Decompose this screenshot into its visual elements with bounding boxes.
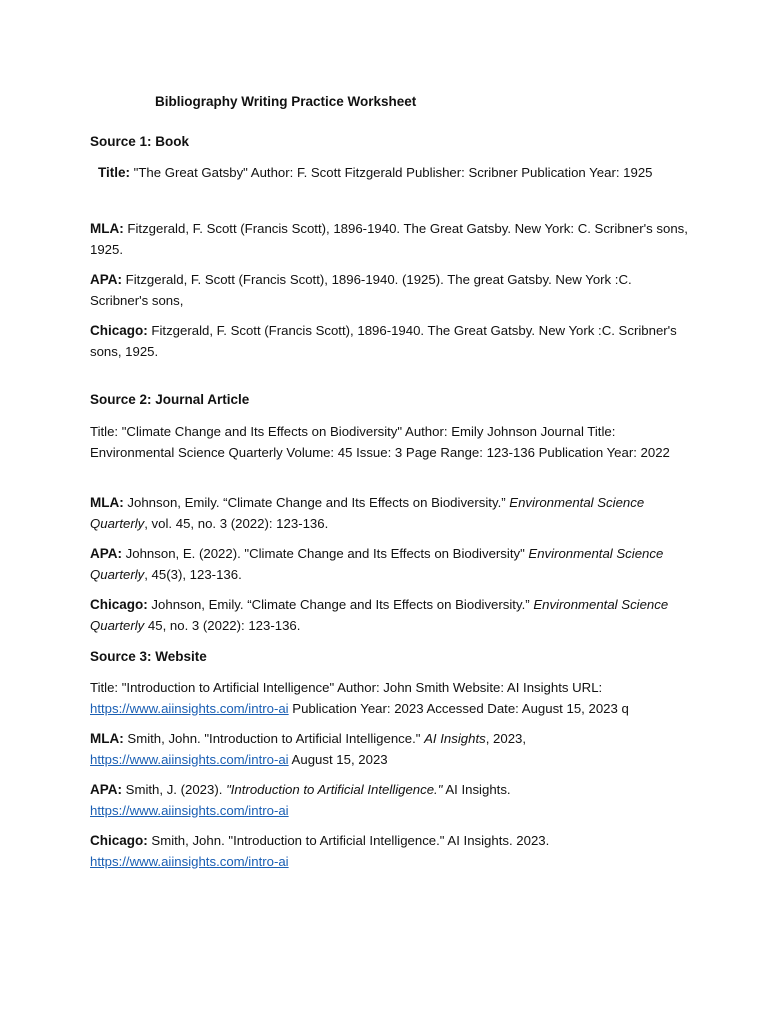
source2-heading: Source 2: Journal Article — [90, 392, 250, 407]
source2-apa — [90, 544, 690, 585]
source3-chicago — [90, 831, 690, 872]
source3-chicago-url-link[interactable]: https://www.aiinsights.com/intro-ai — [90, 853, 289, 869]
source1-heading: Source 1: Book — [90, 134, 190, 149]
source3-apa-site: AI Insights. — [442, 782, 511, 797]
source3-info-tail: Publication Year: 2023 Accessed Date: August 15, 2023 q — [288, 700, 629, 716]
source1-chicago — [90, 321, 690, 362]
source2-apa-journal: Environmental Science Quarterly — [90, 546, 664, 582]
source3-mla-text: Smith, John. "Introduction to Artificial Intelligence." — [123, 731, 425, 746]
source3-mla-label: MLA: — [90, 731, 124, 746]
source3-chicago-text: Smith, John. "Introduction to Artificial Intelligence." AI Insights. 2023. — [147, 833, 550, 848]
source1-mla-label: MLA: — [90, 221, 124, 236]
source2-chicago-text: Johnson, Emily. “Climate Change and Its Effects on Biodiversity.” — [147, 597, 534, 612]
source1-apa-label: APA: — [90, 272, 122, 287]
source3-mla-url-link[interactable]: https://www.aiinsights.com/intro-ai — [90, 751, 289, 767]
source1-chicago-label: Chicago: — [90, 323, 148, 338]
source3-apa-label: APA: — [90, 782, 122, 797]
source3-chicago-label: Chicago: — [90, 833, 148, 848]
source3-info-url-link[interactable]: https://www.aiinsights.com/intro-ai — [90, 700, 289, 716]
source2-mla — [90, 493, 690, 534]
source1-info-text: "The Great Gatsby" Author: F. Scott Fitzgerald Publisher: Scribner Publication Year: 1925 — [130, 165, 653, 180]
source3-info-text: Title: "Introduction to Artificial Intelligence" Author: John Smith Website: AI Insights URL: — [90, 680, 603, 695]
source3-apa-title: "Introduction to Artificial Intelligence." — [226, 782, 443, 797]
source3-info — [90, 678, 690, 719]
source2-mla-tail: , vol. 45, no. 3 (2022): 123-136. — [144, 515, 329, 531]
source3-apa-text: Smith, J. (2023). — [122, 782, 227, 797]
source2-mla-text: Johnson, Emily. “Climate Change and Its Effects on Biodiversity.” — [123, 495, 510, 510]
source2-mla-journal: Environmental Science Quarterly — [90, 495, 645, 531]
source3-mla-year: , 2023, — [485, 731, 527, 746]
source2-info: Title: "Climate Change and Its Effects on Biodiversity" Author: Emily Johnson Journal Title: Environmental Science Quarterly Volume: 45 Issue: 3 Page Range: 123-136 Publication Year: 2022 — [90, 424, 670, 460]
source2-chicago-label: Chicago: — [90, 597, 148, 612]
source3-mla-site: AI Insights — [424, 731, 486, 746]
source2-chicago-tail: 45, no. 3 (2022): 123-136. — [144, 617, 301, 633]
source1-chicago-text: Fitzgerald, F. Scott (Francis Scott), 1896-1940. The Great Gatsby. New York :C. Scribner's sons, 1925. — [90, 323, 677, 359]
source3-mla — [90, 729, 690, 770]
source1-info-label: Title: — [98, 165, 131, 180]
source2-apa-text: Johnson, E. (2022). "Climate Change and Its Effects on Biodiversity" — [122, 546, 529, 561]
source2-apa-label: APA: — [90, 546, 122, 561]
source2-mla-label: MLA: — [90, 495, 124, 510]
source1-mla-text: Fitzgerald, F. Scott (Francis Scott), 1896-1940. The Great Gatsby. New York: C. Scribner's sons, 1925. — [90, 221, 688, 257]
source2-chicago — [90, 595, 690, 636]
source3-apa-url-link[interactable]: https://www.aiinsights.com/intro-ai — [90, 802, 289, 818]
source1-mla — [90, 219, 690, 260]
source3-heading: Source 3: Website — [90, 649, 207, 664]
source3-mla-accessed: August 15, 2023 — [288, 751, 388, 767]
source1-info — [98, 163, 698, 184]
source3-apa — [90, 780, 690, 821]
source1-apa — [90, 270, 690, 311]
source1-apa-text: Fitzgerald, F. Scott (Francis Scott), 1896-1940. (1925). The great Gatsby. New York :C. Scribner's sons, — [90, 272, 632, 308]
source2-apa-tail: , 45(3), 123-136. — [144, 566, 242, 582]
page-title: Bibliography Writing Practice Worksheet — [155, 94, 417, 109]
source2-chicago-journal: Environmental Science Quarterly — [90, 597, 669, 633]
